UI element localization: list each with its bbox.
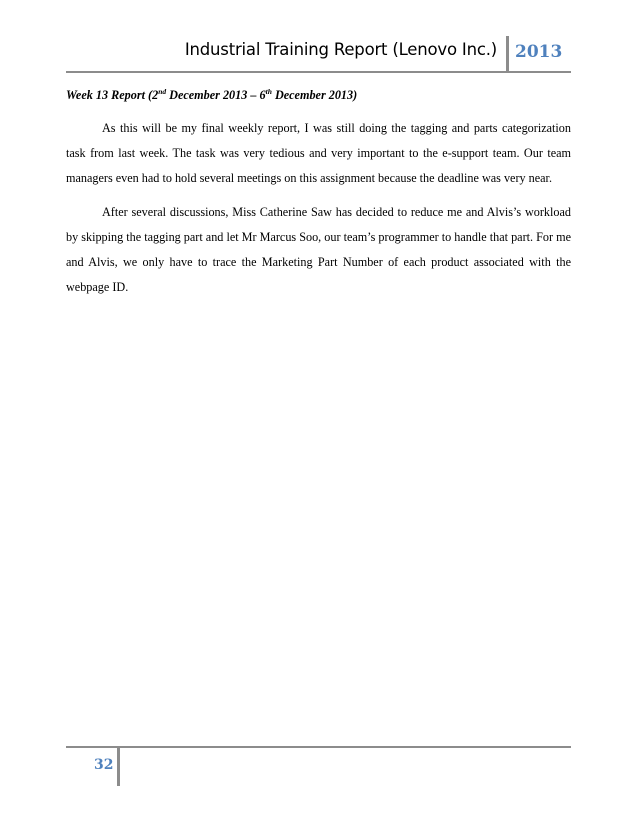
footer-rule — [66, 746, 571, 748]
week-report-title: Week 13 Report (2nd December 2013 – 6th December 2013) — [66, 86, 358, 102]
paragraph-2: After several discussions, Miss Catherine Saw has decided to reduce me and Alvis’s workload by skipping the tagging part and let Mr Marcus Soo, our team’s programmer to handle that part. For me and Alvis, we only have to trace the Marketing Part Number of each product associated with the webpage ID. — [66, 205, 571, 294]
page-footer — [66, 746, 571, 786]
footer-divider — [117, 746, 120, 786]
header-year: 2013 — [515, 42, 563, 62]
page-number: 32 — [94, 757, 114, 773]
report-body — [66, 87, 571, 309]
header-divider — [506, 36, 509, 73]
paragraph-1: As this will be my final weekly report, I was still doing the tagging and parts categorization task from last week. The task was very tedious and very important to the e-support team. Our team managers even had to hold several meetings on this assignment because the deadline was very near. — [66, 121, 571, 185]
page-header — [66, 36, 571, 73]
header-title: Industrial Training Report (Lenovo Inc.) — [184, 40, 497, 59]
header-rule — [66, 71, 571, 73]
